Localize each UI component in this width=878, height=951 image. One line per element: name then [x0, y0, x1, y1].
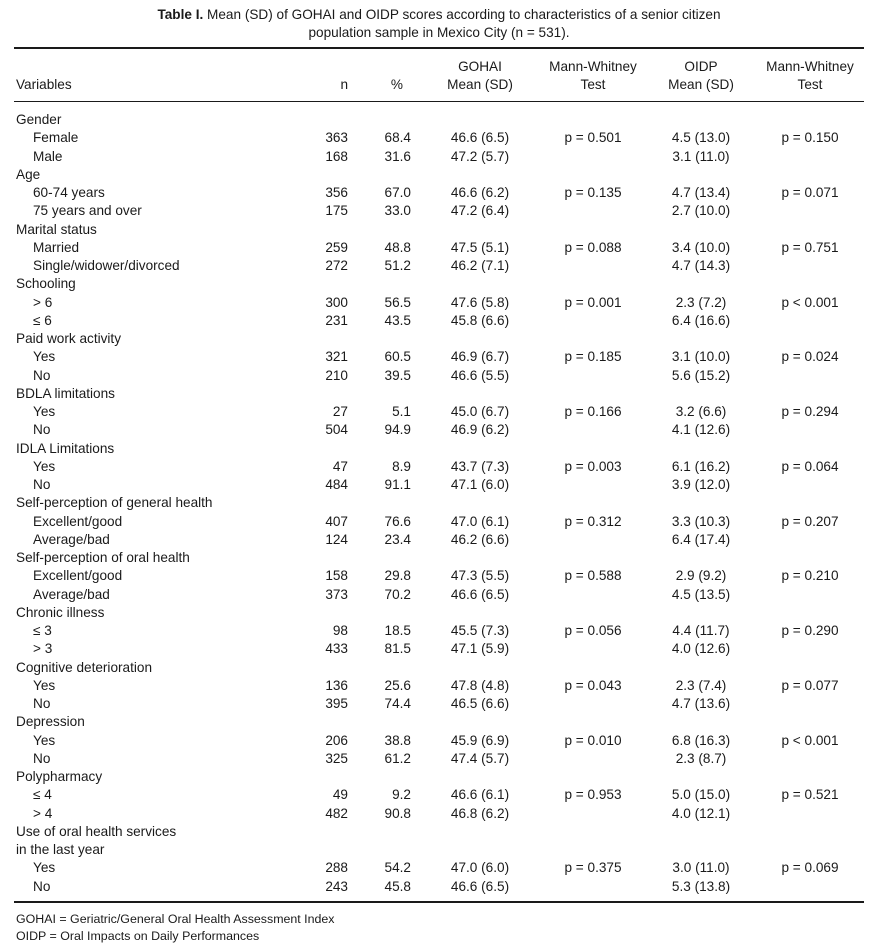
cell-gohai: 47.1 (6.0)	[450, 477, 510, 492]
row-label: Gender	[16, 112, 62, 127]
row-label: Yes	[33, 732, 56, 748]
row-label: Depression	[16, 714, 85, 730]
cell-oidp: 2.3 (7.2)	[675, 294, 727, 310]
row-label: No	[33, 367, 51, 383]
table-row	[0, 695, 878, 713]
header-rule	[14, 101, 864, 102]
cell-oidp: 3.3 (10.3)	[671, 513, 731, 529]
cell-mann-whitney-oidp: p = 0.294	[781, 404, 839, 419]
cell-gohai: 45.9 (6.9)	[450, 732, 510, 748]
row-label: Self-perception of oral health	[16, 550, 190, 565]
header-mann-whitney-1	[542, 58, 644, 94]
cell-n: 482	[325, 805, 348, 821]
cell-gohai: 47.8 (4.8)	[450, 677, 510, 693]
row-label: ≤ 3	[33, 623, 52, 638]
table-row	[0, 294, 878, 312]
cell-percent: 9.2	[392, 787, 411, 803]
row-label: No	[33, 750, 51, 766]
table-row	[0, 312, 878, 330]
cell-mann-whitney-oidp: p < 0.001	[781, 294, 839, 310]
table-caption	[0, 6, 878, 42]
cell-oidp: 3.2 (6.6)	[675, 404, 727, 419]
cell-mann-whitney-gohai: p = 0.166	[564, 404, 622, 419]
table-label: Table I.	[157, 7, 204, 22]
cell-mann-whitney-oidp: p = 0.207	[781, 513, 839, 529]
cell-mann-whitney-gohai: p = 0.135	[564, 185, 622, 200]
cell-gohai: 47.3 (5.5)	[450, 568, 510, 584]
cell-percent: 25.6	[384, 677, 411, 693]
cell-percent: 23.4	[384, 531, 411, 547]
cell-oidp: 3.1 (11.0)	[672, 148, 730, 164]
cell-percent: 18.5	[384, 623, 411, 638]
table-row	[0, 129, 878, 147]
bottom-rule	[14, 901, 864, 903]
header-gohai-line1: GOHAI	[458, 59, 502, 74]
row-label: No	[33, 422, 51, 438]
cell-percent: 31.6	[384, 148, 411, 164]
cell-percent: 38.8	[384, 732, 411, 748]
cell-mann-whitney-oidp: p = 0.077	[781, 677, 839, 693]
table-group-row	[0, 440, 878, 458]
cell-percent: 74.4	[384, 696, 411, 711]
cell-percent: 91.1	[384, 477, 411, 492]
cell-gohai: 46.6 (5.5)	[450, 367, 510, 383]
cell-percent: 8.9	[392, 458, 411, 474]
table-row	[0, 805, 878, 823]
table-row	[0, 403, 878, 421]
top-rule	[14, 47, 864, 49]
table-group-row	[0, 221, 878, 239]
table-row	[0, 750, 878, 768]
cell-mann-whitney-oidp: p = 0.751	[781, 239, 839, 255]
cell-mann-whitney-oidp: p = 0.064	[781, 458, 839, 474]
row-label: in the last year	[16, 842, 105, 857]
footnote-oidp: OIDP = Oral Impacts on Daily Performances	[16, 929, 260, 943]
cell-n: 288	[325, 860, 348, 876]
header-mann-whitney-2	[757, 58, 863, 94]
cell-oidp: 4.7 (14.3)	[671, 258, 731, 273]
row-label: Male	[33, 148, 63, 164]
cell-oidp: 6.4 (16.6)	[671, 312, 731, 328]
cell-mann-whitney-gohai: p = 0.312	[564, 513, 622, 529]
cell-gohai: 45.0 (6.7)	[450, 404, 510, 419]
cell-percent: 33.0	[384, 203, 411, 219]
row-label: Schooling	[16, 276, 76, 292]
cell-percent: 67.0	[384, 185, 411, 200]
cell-gohai: 46.6 (6.1)	[450, 787, 510, 803]
table-row	[0, 184, 878, 202]
footnote-gohai: GOHAI = Geriatric/General Oral Health Assessment Index	[16, 912, 335, 926]
cell-oidp: 2.3 (8.7)	[675, 750, 727, 766]
cell-percent: 51.2	[384, 258, 411, 273]
table-row	[0, 859, 878, 877]
cell-mann-whitney-gohai: p = 0.003	[564, 458, 622, 474]
cell-n: 300	[325, 294, 348, 310]
cell-oidp: 4.7 (13.4)	[671, 185, 731, 200]
cell-n: 175	[325, 203, 348, 219]
table-body	[0, 111, 878, 896]
cell-percent: 39.5	[384, 367, 411, 383]
row-label: > 3	[33, 641, 53, 657]
header-oidp	[656, 58, 746, 94]
cell-gohai: 45.8 (6.6)	[450, 312, 510, 328]
row-label: Yes	[33, 349, 56, 365]
table-group-row	[0, 330, 878, 348]
header-mw1-line2: Test	[580, 77, 606, 92]
cell-mann-whitney-gohai: p = 0.588	[564, 568, 622, 584]
cell-n: 49	[332, 787, 348, 803]
table-group-row	[0, 659, 878, 677]
cell-n: 395	[325, 696, 348, 711]
table-group-row	[0, 166, 878, 184]
cell-mann-whitney-oidp: p = 0.210	[781, 568, 839, 584]
cell-gohai: 47.0 (6.1)	[450, 513, 510, 529]
row-label: No	[33, 477, 51, 492]
cell-n: 231	[325, 312, 348, 328]
cell-mann-whitney-oidp: p = 0.024	[781, 349, 839, 365]
cell-mann-whitney-gohai: p = 0.375	[564, 860, 622, 876]
cell-gohai: 47.1 (5.9)	[450, 641, 510, 657]
cell-gohai: 47.0 (6.0)	[450, 860, 510, 876]
cell-gohai: 46.2 (7.1)	[450, 258, 510, 273]
header-percent: %	[390, 77, 403, 92]
cell-oidp: 4.4 (11.7)	[672, 623, 730, 638]
row-label: Self-perception of general health	[16, 495, 213, 511]
cell-n: 363	[325, 130, 348, 146]
cell-n: 98	[332, 623, 348, 638]
header-oidp-line1: OIDP	[684, 59, 718, 74]
cell-oidp: 4.5 (13.5)	[671, 586, 731, 602]
row-label: IDLA Limitations	[16, 440, 115, 456]
table-row	[0, 531, 878, 549]
row-label: 75 years and over	[33, 203, 142, 219]
cell-n: 136	[325, 677, 348, 693]
table-group-row	[0, 275, 878, 293]
cell-percent: 90.8	[384, 805, 411, 821]
row-label: ≤ 6	[33, 312, 52, 328]
table-group-row	[0, 768, 878, 786]
cell-percent: 70.2	[384, 586, 411, 602]
cell-mann-whitney-oidp: p = 0.150	[781, 130, 839, 146]
row-label: Average/bad	[33, 531, 110, 547]
cell-mann-whitney-gohai: p = 0.185	[564, 349, 622, 365]
row-label: BDLA limitations	[16, 385, 115, 401]
cell-oidp: 2.9 (9.2)	[675, 568, 727, 584]
row-label: Use of oral health services	[16, 823, 177, 839]
table-row	[0, 786, 878, 804]
table-group-row	[0, 823, 878, 841]
cell-gohai: 47.6 (5.8)	[450, 294, 510, 310]
header-mw2-line1: Mann-Whitney	[766, 59, 854, 74]
row-label: Excellent/good	[33, 513, 123, 529]
cell-oidp: 3.9 (12.0)	[671, 477, 731, 492]
cell-n: 206	[325, 732, 348, 748]
row-label: ≤ 4	[33, 787, 52, 803]
cell-gohai: 47.2 (6.4)	[450, 203, 510, 219]
row-label: Cognitive deterioration	[16, 659, 153, 675]
row-label: Female	[33, 130, 79, 146]
cell-gohai: 46.8 (6.2)	[450, 805, 510, 821]
cell-n: 243	[325, 878, 348, 894]
cell-mann-whitney-gohai: p = 0.010	[564, 732, 622, 748]
cell-oidp: 5.6 (15.2)	[671, 367, 731, 383]
row-label: Yes	[33, 404, 56, 419]
cell-n: 210	[325, 367, 348, 383]
cell-n: 433	[325, 641, 348, 657]
cell-gohai: 47.5 (5.1)	[450, 239, 510, 255]
cell-n: 158	[325, 568, 348, 584]
row-label: > 4	[33, 805, 53, 821]
table-group-row	[0, 549, 878, 567]
cell-n: 27	[332, 404, 348, 419]
cell-oidp: 4.1 (12.6)	[671, 422, 731, 438]
cell-percent: 61.2	[384, 750, 411, 766]
cell-percent: 81.5	[384, 641, 411, 657]
row-label: Single/widower/divorced	[33, 258, 180, 273]
cell-percent: 68.4	[384, 130, 411, 146]
table-group-row	[0, 841, 878, 859]
cell-mann-whitney-gohai: p = 0.001	[564, 294, 622, 310]
cell-percent: 43.5	[384, 312, 411, 328]
cell-percent: 48.8	[384, 239, 411, 255]
table-row	[0, 239, 878, 257]
cell-mann-whitney-gohai: p = 0.056	[564, 623, 622, 638]
table-row	[0, 567, 878, 585]
header-mw1-line1: Mann-Whitney	[549, 59, 637, 74]
cell-n: 373	[325, 586, 348, 602]
cell-n: 484	[325, 477, 348, 492]
cell-percent: 29.8	[384, 568, 411, 584]
cell-oidp: 4.7 (13.6)	[671, 696, 731, 711]
table-row	[0, 878, 878, 896]
cell-mann-whitney-gohai: p = 0.088	[564, 239, 622, 255]
table-row	[0, 367, 878, 385]
cell-n: 272	[325, 258, 348, 273]
table-row	[0, 732, 878, 750]
row-label: No	[33, 878, 51, 894]
table-row	[0, 202, 878, 220]
row-label: Paid work activity	[16, 331, 122, 346]
cell-oidp: 6.4 (17.4)	[671, 531, 731, 547]
cell-oidp: 3.4 (10.0)	[671, 239, 731, 255]
cell-mann-whitney-gohai: p = 0.501	[564, 130, 622, 146]
cell-oidp: 6.8 (16.3)	[671, 732, 731, 748]
row-label: Excellent/good	[33, 568, 123, 584]
table-row	[0, 586, 878, 604]
cell-mann-whitney-gohai: p = 0.953	[564, 787, 622, 803]
cell-mann-whitney-oidp: p < 0.001	[781, 732, 839, 748]
cell-n: 325	[325, 750, 348, 766]
header-gohai	[435, 58, 525, 94]
cell-mann-whitney-oidp: p = 0.071	[781, 185, 839, 200]
cell-mann-whitney-oidp: p = 0.521	[781, 787, 839, 803]
cell-oidp: 5.3 (13.8)	[671, 878, 731, 894]
row-label: Age	[16, 166, 41, 182]
cell-oidp: 4.0 (12.6)	[671, 641, 731, 657]
cell-gohai: 46.9 (6.7)	[450, 349, 510, 365]
table-row	[0, 348, 878, 366]
cell-gohai: 46.9 (6.2)	[450, 422, 510, 438]
cell-oidp: 4.0 (12.1)	[671, 805, 731, 821]
cell-gohai: 46.2 (6.6)	[450, 531, 510, 547]
row-label: Married	[33, 239, 80, 255]
cell-percent: 76.6	[384, 513, 411, 529]
row-label: Chronic illness	[16, 604, 105, 620]
cell-mann-whitney-oidp: p = 0.290	[781, 623, 839, 638]
table-row	[0, 421, 878, 439]
cell-gohai: 43.7 (7.3)	[450, 458, 510, 474]
cell-gohai: 46.6 (6.5)	[450, 878, 510, 894]
cell-n: 259	[325, 239, 348, 255]
cell-oidp: 6.1 (16.2)	[671, 458, 731, 474]
cell-gohai: 47.2 (5.7)	[450, 148, 510, 164]
header-n: n	[340, 77, 348, 92]
table-row	[0, 640, 878, 658]
cell-gohai: 46.6 (6.5)	[450, 586, 510, 602]
table-group-row	[0, 713, 878, 731]
table-group-row	[0, 604, 878, 622]
header-gohai-line2: Mean (SD)	[447, 77, 513, 92]
caption-text-1: Mean (SD) of GOHAI and OIDP scores according to characteristics of a senior citizen	[207, 7, 721, 22]
row-label: Yes	[33, 458, 56, 474]
cell-percent: 5.1	[392, 404, 411, 419]
cell-oidp: 5.0 (15.0)	[671, 787, 731, 803]
table-row	[0, 513, 878, 531]
table-group-row	[0, 111, 878, 129]
cell-gohai: 45.5 (7.3)	[450, 623, 510, 638]
row-label: Polypharmacy	[16, 769, 103, 784]
cell-n: 407	[325, 513, 348, 529]
cell-n: 356	[325, 185, 348, 200]
cell-oidp: 2.3 (7.4)	[675, 677, 727, 693]
table-group-row	[0, 385, 878, 403]
header-variables: Variables	[16, 77, 72, 92]
cell-gohai: 46.6 (6.2)	[450, 185, 510, 200]
cell-oidp: 3.1 (10.0)	[671, 349, 731, 365]
cell-n: 321	[325, 349, 348, 365]
cell-oidp: 2.7 (10.0)	[671, 203, 731, 219]
header-mw2-line2: Test	[797, 77, 823, 92]
row-label: No	[33, 696, 51, 711]
row-label: Yes	[33, 677, 56, 693]
cell-gohai: 47.4 (5.7)	[450, 750, 510, 766]
table-row	[0, 148, 878, 166]
cell-gohai: 46.5 (6.6)	[450, 696, 510, 711]
table-row	[0, 677, 878, 695]
table-row	[0, 476, 878, 494]
table-group-row	[0, 494, 878, 512]
cell-percent: 94.9	[384, 422, 411, 438]
cell-percent: 54.2	[384, 860, 411, 876]
table-row	[0, 622, 878, 640]
cell-percent: 45.8	[384, 878, 411, 894]
header-oidp-line2: Mean (SD)	[668, 77, 734, 92]
table-row	[0, 257, 878, 275]
cell-percent: 60.5	[384, 349, 411, 365]
cell-oidp: 4.5 (13.0)	[671, 130, 731, 146]
row-label: Marital status	[16, 221, 97, 237]
caption-line-1	[0, 6, 878, 24]
cell-n: 504	[325, 422, 348, 438]
row-label: Average/bad	[33, 586, 110, 602]
row-label: 60-74 years	[33, 185, 105, 200]
cell-mann-whitney-oidp: p = 0.069	[781, 860, 839, 876]
row-label: > 6	[33, 294, 53, 310]
row-label: Yes	[33, 860, 56, 876]
cell-oidp: 3.0 (11.0)	[672, 860, 730, 876]
cell-gohai: 46.6 (6.5)	[450, 130, 510, 146]
cell-n: 168	[325, 148, 348, 164]
table-row	[0, 458, 878, 476]
cell-percent: 56.5	[384, 294, 411, 310]
cell-n: 47	[332, 458, 348, 474]
cell-n: 124	[325, 531, 348, 547]
caption-line-2: population sample in Mexico City (n = 531).	[308, 25, 570, 40]
cell-mann-whitney-gohai: p = 0.043	[564, 677, 622, 693]
